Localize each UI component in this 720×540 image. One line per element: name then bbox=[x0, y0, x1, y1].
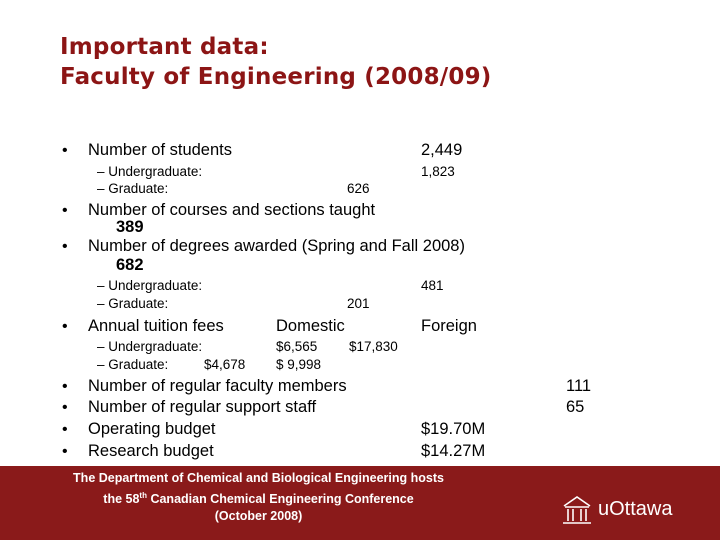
operating-budget-label: Operating budget bbox=[88, 420, 216, 438]
research-budget-value: $14.27M bbox=[421, 442, 486, 460]
students-grad-label: – Graduate: bbox=[97, 181, 169, 196]
bullet: • bbox=[62, 399, 68, 416]
degrees-undergrad-label: – Undergraduate: bbox=[97, 278, 203, 293]
footer-announcement bbox=[10, 470, 507, 525]
courses-label: Number of courses and sections taught bbox=[88, 201, 376, 219]
page-title bbox=[60, 32, 492, 92]
footer-line-2-pre: the 58 bbox=[103, 492, 140, 507]
footer-line-2-post: Canadian Chemical Engineering Conference bbox=[146, 492, 414, 507]
faculty-members-value: 111 bbox=[566, 377, 592, 395]
tuition-grad-domestic: $4,678 bbox=[204, 357, 246, 372]
footer-line-2-sup: th bbox=[139, 491, 147, 500]
degrees-value: 682 bbox=[116, 256, 144, 274]
courses-value: 389 bbox=[116, 218, 144, 236]
degrees-label: Number of degrees awarded (Spring and Fall 2008) bbox=[88, 237, 465, 255]
bullet: • bbox=[62, 421, 68, 438]
tuition-grad-label: – Graduate: bbox=[97, 357, 169, 372]
tuition-label: Annual tuition fees bbox=[88, 317, 224, 335]
bullet: • bbox=[62, 238, 68, 255]
bullet: • bbox=[62, 142, 68, 159]
footer-line-2 bbox=[10, 487, 507, 508]
building-icon bbox=[560, 492, 594, 528]
support-staff-value: 65 bbox=[566, 398, 585, 416]
degrees-grad-value: 201 bbox=[347, 296, 370, 311]
bullet: • bbox=[62, 202, 68, 219]
tuition-domestic-header: Domestic bbox=[276, 317, 345, 335]
students-value: 2,449 bbox=[421, 141, 463, 159]
bullet: • bbox=[62, 443, 68, 460]
degrees-undergrad-value: 481 bbox=[421, 278, 444, 293]
students-undergrad-label: – Undergraduate: bbox=[97, 164, 203, 179]
title-line-2: Faculty of Engineering (2008/09) bbox=[60, 64, 492, 90]
footer-line-1: The Department of Chemical and Biological Engineering hosts bbox=[73, 471, 444, 485]
footer-line-3: (October 2008) bbox=[214, 509, 303, 524]
tuition-undergrad-domestic: $6,565 bbox=[276, 339, 318, 354]
tuition-undergrad-foreign: $17,830 bbox=[349, 339, 398, 354]
research-budget-label: Research budget bbox=[88, 442, 214, 460]
bullet: • bbox=[62, 318, 68, 335]
bullet: • bbox=[62, 378, 68, 395]
faculty-members-label: Number of regular faculty members bbox=[88, 377, 347, 395]
support-staff-label: Number of regular support staff bbox=[88, 398, 317, 416]
tuition-undergrad-label: – Undergraduate: bbox=[97, 339, 203, 354]
uottawa-logo bbox=[560, 490, 700, 530]
students-label: Number of students bbox=[88, 141, 232, 159]
title-line-1: Important data: bbox=[60, 34, 269, 60]
tuition-foreign-header: Foreign bbox=[421, 317, 477, 335]
students-undergrad-value: 1,823 bbox=[421, 164, 455, 179]
logo-text: uOttawa bbox=[598, 498, 673, 520]
tuition-grad-foreign: $ 9,998 bbox=[276, 357, 322, 372]
degrees-grad-label: – Graduate: bbox=[97, 296, 169, 311]
students-grad-value: 626 bbox=[347, 181, 370, 196]
operating-budget-value: $19.70M bbox=[421, 420, 486, 438]
